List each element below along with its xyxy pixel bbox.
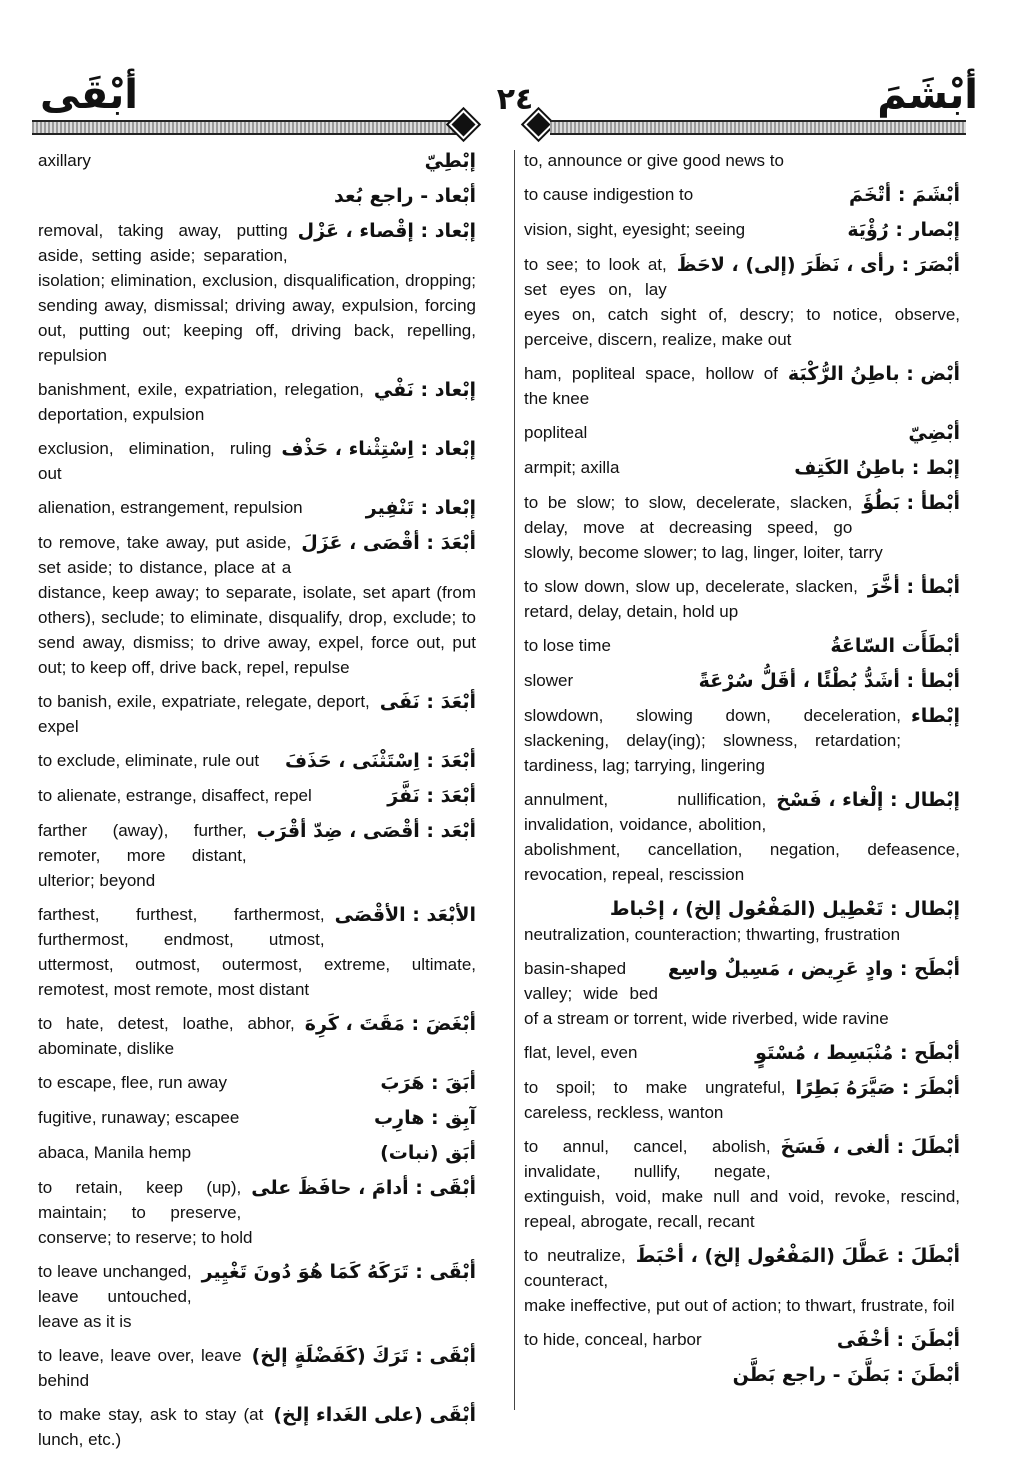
english-definition: to banish, exile, expatriate, relegate, deport, expel: [38, 692, 370, 736]
dictionary-entry: [38, 1070, 476, 1096]
dictionary-entry: [524, 252, 960, 352]
english-definition: to hide, conceal, harbor: [524, 1330, 702, 1349]
dictionary-entry: [38, 1011, 476, 1061]
arabic-headword: أبْعَدَ : نَفَى: [379, 691, 476, 713]
english-definition: removal, taking away, putting aside, setting aside; separation, isolation; elimination, exclusion, disqualification, dropping; sending away, dismissal; driving away, expulsion, forcing out, putting out; keeping off, driving back, repelling, repulsion: [38, 221, 476, 365]
english-definition: slowdown, slowing down, deceleration, slackening, delay(ing); slowness, retardation; tardiness, lag; tarrying, lingering: [524, 706, 901, 775]
arabic-headword: أبْطأ : أخَّرَ: [867, 576, 960, 598]
arabic-headword: إبْطِيّ: [424, 150, 476, 172]
arabic-headword: أبْعاد - راجع بُعد: [334, 185, 476, 207]
dictionary-entry: [524, 1243, 960, 1318]
english-definition: to hate, detest, loathe, abhor, abominate, dislike: [38, 1014, 295, 1058]
arabic-headword: أبْطَأَت السّاعَةُ: [830, 635, 960, 657]
dictionary-entry: [38, 183, 476, 209]
dictionary-entry: [38, 1343, 476, 1393]
english-definition: fugitive, runaway; escapee: [38, 1108, 240, 1127]
english-definition: to see; to look at, set eyes on, lay eyes on, catch sight of, descry; to notice, observe, perceive, discern, realize, make out: [524, 255, 960, 349]
arabic-headword: إبْصار : رُؤْيَة: [847, 219, 960, 241]
arabic-headword: أبْصَرَ : رأى ، نَظَرَ (إلى) ، لاحَظَ: [676, 254, 960, 276]
arabic-headword: إبْط : باطِنُ الكَتِف: [794, 457, 960, 479]
dictionary-entry: [524, 703, 960, 778]
arabic-headword: أبْعَد : أقْصَى ، ضِدّ أقْرَب: [256, 820, 476, 842]
dictionary-entry: [38, 818, 476, 893]
arabic-headword: أبْطَرَ : صَيَّرَهُ بَطِرًا: [795, 1077, 960, 1099]
dictionary-entry: [524, 182, 960, 208]
dictionary-entry: [524, 361, 960, 411]
arabic-headword: أبَقَ : هَرَبَ: [380, 1072, 476, 1094]
english-definition: to slow down, slow up, decelerate, slacken, retard, delay, detain, hold up: [524, 577, 858, 621]
english-definition: popliteal: [524, 423, 588, 442]
dictionary-entry: [524, 1362, 960, 1388]
dictionary-entry: [38, 1105, 476, 1131]
dictionary-entry: [524, 148, 960, 173]
arabic-headword: أبْطأ : بَطُؤَ: [862, 492, 960, 514]
arabic-headword: إبْعاد : إقْصاء ، عَزْل: [297, 220, 476, 242]
english-definition: to be slow; to slow, decelerate, slacken, delay, move at decreasing speed, go slowly, become slower; to lag, linger, loiter, tarry: [524, 493, 883, 562]
arabic-headword: أبْقَى (على الغَداء إلخ): [273, 1404, 476, 1426]
english-definition: annulment, nullification, invalidation, voidance, abolition, abolishment, cancellation, negation, defeasence, revocation, repeal, rescission: [524, 790, 960, 884]
arabic-headword: أبْضِيّ: [908, 422, 960, 444]
english-definition: farther (away), further, remoter, more distant, ulterior; beyond: [38, 821, 247, 890]
arabic-headword: إبْعاد : اِسْتِثْناء ، حَذْف: [281, 438, 476, 460]
arabic-headword: إبْطال : تَعْطِيل (المَفْعُول إلخ) ، إحْباط: [609, 898, 960, 920]
arabic-headword: أبْطَلَ : ألغى ، فَسَخَ: [780, 1136, 960, 1158]
header-guide-word-left: أبْقَى: [40, 72, 138, 118]
arabic-headword: أبْعَدَ : نَفَّرَ: [387, 785, 476, 807]
dictionary-entry: [38, 218, 476, 368]
english-definition: flat, level, even: [524, 1043, 638, 1062]
english-definition: to leave unchanged, leave untouched, leave as it is: [38, 1262, 192, 1331]
dictionary-entry: [38, 902, 476, 1002]
dictionary-entry: [38, 783, 476, 809]
english-definition: to make stay, ask to stay (at lunch, etc.): [38, 1405, 264, 1449]
arabic-headword: أبْطَلَ : عَطَّلَ (المَفْعُول إلخ) ، أحْبَطَ: [635, 1245, 960, 1267]
arabic-headword: أبْطأ : أشَدُّ بُطْئًا ، أقَلُّ سُرْعَةً: [698, 670, 960, 692]
english-definition: to, announce or give good news to: [524, 151, 784, 170]
arabic-headword: إبْعاد : نَفْي: [373, 379, 476, 401]
dictionary-entry: [524, 455, 960, 481]
dictionary-entry: [524, 1327, 960, 1353]
arabic-headword: أبْطَح : وادٍ عَرِيض ، مَسِيلٌ واسِع: [667, 958, 960, 980]
arabic-headword: أبْطَنَ : أخْفَى: [836, 1329, 960, 1351]
dictionary-entry: [38, 748, 476, 774]
english-definition: axillary: [38, 151, 91, 170]
dictionary-entry: [524, 1040, 960, 1066]
arabic-headword: أبْطَح : مُنْبَسِط ، مُسْتَوٍ: [755, 1042, 960, 1064]
arabic-headword: أبْعَدَ : أقْصَى ، عَزَلَ: [301, 532, 476, 554]
english-definition: neutralization, counteraction; thwarting, frustration: [524, 925, 901, 944]
english-definition: to annul, cancel, abolish, invalidate, nullify, negate, extinguish, void, make null and void, revoke, rescind, repeal, abrogate, recall, recant: [524, 1137, 960, 1231]
arabic-headword: أبَق (نبات): [380, 1142, 476, 1164]
english-definition: ham, popliteal space, hollow of the knee: [524, 364, 778, 408]
dictionary-entry: [38, 495, 476, 521]
english-definition: vision, sight, eyesight; seeing: [524, 220, 746, 239]
dictionary-entry: [524, 217, 960, 243]
english-definition: farthest, furthest, farthermost, furthermost, endmost, utmost, uttermost, outmost, outermost, extreme, ultimate, remotest, most remote, most distant: [38, 905, 476, 999]
english-definition: to alienate, estrange, disaffect, repel: [38, 786, 312, 805]
dictionary-entry: [38, 377, 476, 427]
english-definition: to neutralize, counteract, make ineffective, put out of action; to thwart, frustrate, foil: [524, 1246, 955, 1315]
dictionary-entry: [38, 1175, 476, 1250]
dictionary-column-left: [38, 148, 476, 1461]
dictionary-entry: [38, 1402, 476, 1452]
english-definition: basin-shaped valley; wide bed of a stream or torrent, wide riverbed, wide ravine: [524, 959, 889, 1028]
arabic-headword: أبْقَى : تَرَكَ (كَفَضْلَةٍ إلخ): [251, 1345, 476, 1367]
arabic-headword: أبْطَنَ : بَطَّنَ - راجع بَطَّن: [732, 1364, 960, 1386]
english-definition: alienation, estrangement, repulsion: [38, 498, 303, 517]
dictionary-entry: [38, 1259, 476, 1334]
english-definition: banishment, exile, expatriation, relegation, deportation, expulsion: [38, 380, 364, 424]
english-definition: to exclude, eliminate, rule out: [38, 751, 260, 770]
dictionary-entry: [524, 787, 960, 887]
dictionary-entry: [38, 689, 476, 739]
english-definition: to remove, take away, put aside, set aside; to distance, place at a distance, keep away; to separate, isolate, set apart (from others), seclude; to eliminate, disqualify, drop, exclude; to send away, dismiss; to drive away, expel, force out, put out; to keep off, drive back, repel, repulse: [38, 533, 476, 677]
english-definition: exclusion, elimination, ruling out: [38, 439, 272, 483]
english-definition: to escape, flee, run away: [38, 1073, 228, 1092]
dictionary-entry: [38, 436, 476, 486]
dictionary-entry: [524, 668, 960, 694]
arabic-headword: أبْغَضَ : مَقَتَ ، كَرِهَ: [304, 1013, 476, 1035]
english-definition: to spoil; to make ungrateful, careless, reckless, wanton: [524, 1078, 786, 1122]
dictionary-entry: [524, 420, 960, 446]
dictionary-entry: [38, 530, 476, 680]
arabic-headword: أبْقَى : أدامَ ، حافَظَ على: [251, 1177, 476, 1199]
dictionary-entry: [524, 490, 960, 565]
arabic-headword: أبْض : باطِنُ الرُّكْبَة: [787, 363, 960, 385]
arabic-headword: إبْطاء: [910, 705, 960, 727]
english-definition: to leave, leave over, leave behind: [38, 1346, 242, 1390]
arabic-headword: إبْعاد : تَنْفِير: [365, 497, 476, 519]
english-definition: to lose time: [524, 636, 611, 655]
english-definition: armpit; axilla: [524, 458, 620, 477]
dictionary-entry: [524, 1134, 960, 1234]
arabic-headword: الأبْعَد : الأقْصَى: [334, 904, 476, 926]
dictionary-entry: [524, 574, 960, 624]
dictionary-entry: [524, 633, 960, 659]
arabic-headword: إبْطال : إلْغاء ، فَسْخ: [776, 789, 960, 811]
english-definition: to cause indigestion to: [524, 185, 694, 204]
dictionary-column-right: [524, 148, 960, 1397]
arabic-headword: أبْعَدَ : اِسْتَثْنَى ، حَذَفَ: [284, 750, 476, 772]
header-rule-left: [32, 120, 462, 135]
dictionary-entry: [524, 896, 960, 947]
dictionary-entry: [524, 1075, 960, 1125]
arabic-headword: أبْشَمَ : أتْخَمَ: [849, 184, 960, 206]
dictionary-entry: [38, 148, 476, 174]
column-divider: [514, 150, 515, 1410]
header-rule-right: [550, 120, 966, 135]
english-definition: slower: [524, 671, 574, 690]
english-definition: abaca, Manila hemp: [38, 1143, 192, 1162]
dictionary-entry: [524, 956, 960, 1031]
arabic-headword: أبْقَى : تَرَكَهُ كَمَا هُوَ دُونَ تَغْيِير: [201, 1261, 476, 1283]
arabic-headword: آبِق : هارِب: [374, 1107, 476, 1129]
header-guide-word-right: أبْشَمَ: [877, 72, 978, 118]
dictionary-entry: [38, 1140, 476, 1166]
english-definition: to retain, keep (up), maintain; to preserve, conserve; to reserve; to hold: [38, 1178, 253, 1247]
page-number: ٢٤: [496, 82, 534, 117]
